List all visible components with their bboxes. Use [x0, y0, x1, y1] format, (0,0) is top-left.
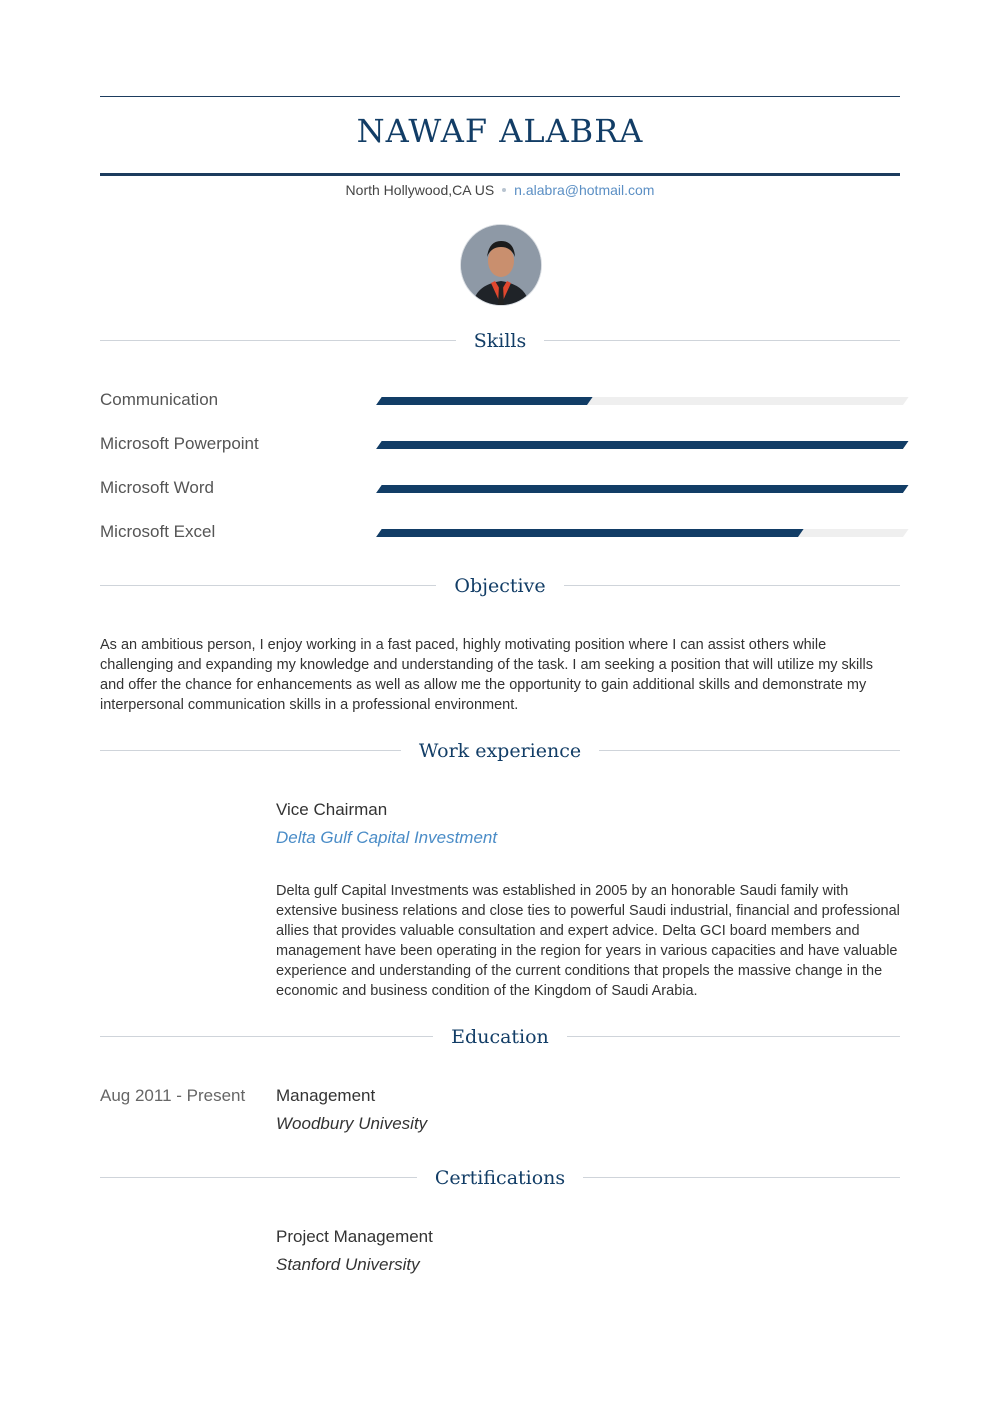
skill-level-bar	[376, 529, 909, 537]
avatar	[460, 224, 542, 306]
section-title: Skills	[456, 326, 545, 356]
section-title: Education	[433, 1022, 567, 1052]
section-rule-left	[100, 750, 403, 751]
skill-label: Communication	[100, 390, 219, 409]
job-description: Delta gulf Capital Investments was established in 2005 by an honorable Saudi family with extensive business relations and close ties to powerful Saudi industrial, financial and professional allies that provides valuable consultation and expert advice. Delta GCI board members and management have been operating in the region for years in various capacities and have valuable experience and understanding of the current conditions that propels the massive change in the economic and business condition of the Kingdom of Saudi Arabia.	[276, 883, 900, 999]
objective-text: As an ambitious person, I enjoy working in a fast paced, highly motivating position where I can assist others while challenging and expanding my knowledge and understanding of the task. I am seeking a position that will utilize my skills and offer the chance for enhancements as well as allow me the opportunity to gain additional skills and demonstrate my interpersonal communication skills in a professional environment.	[100, 637, 873, 713]
section-rule-right	[597, 750, 900, 751]
skill-level-fill	[376, 397, 592, 405]
profile-photo-icon	[461, 225, 541, 305]
section-title: Certifications	[417, 1163, 583, 1193]
skill-level-bar	[376, 397, 909, 405]
education-degree: Management	[276, 1086, 376, 1105]
separator-dot-icon	[502, 188, 506, 192]
certification-institution: Stanford University	[276, 1255, 420, 1274]
education-institution: Woodbury Univesity	[276, 1114, 428, 1133]
section-rule-right	[566, 1036, 900, 1037]
section-rule-left	[100, 340, 456, 341]
section-title: Work experience	[401, 736, 599, 766]
section-rule-right	[560, 585, 900, 586]
skill-level-fill	[376, 485, 909, 493]
section-header-objective	[100, 571, 900, 601]
section-header-certifications	[100, 1163, 900, 1193]
header-top-rule	[100, 96, 900, 97]
job-title: Vice Chairman	[276, 800, 388, 819]
section-rule-right	[582, 1177, 900, 1178]
section-rule-left	[100, 1036, 435, 1037]
location-text: North Hollywood,CA US	[345, 182, 495, 198]
certification-name: Project Management	[276, 1227, 433, 1246]
skill-label: Microsoft Powerpoint	[100, 434, 259, 453]
company-name[interactable]: Delta Gulf Capital Investment	[276, 828, 498, 847]
skill-level-fill	[376, 441, 909, 449]
section-header-education	[100, 1022, 900, 1052]
skill-level-bar	[376, 485, 909, 493]
skill-label: Microsoft Word	[100, 478, 214, 497]
header-bottom-rule	[100, 173, 900, 176]
contact-line	[100, 182, 900, 198]
skill-level-fill	[376, 529, 803, 537]
section-header-work	[100, 736, 900, 766]
education-date: Aug 2011 - Present	[100, 1086, 246, 1105]
skill-level-bar	[376, 441, 909, 449]
candidate-name: NAWAF ALABRA	[356, 112, 644, 150]
skill-label: Microsoft Excel	[100, 522, 216, 541]
section-rule-left	[100, 1177, 418, 1178]
section-rule-right	[544, 340, 900, 341]
section-header-skills	[100, 326, 900, 356]
email-link[interactable]: n.alabra@hotmail.com	[514, 182, 655, 198]
section-title: Objective	[436, 571, 563, 601]
section-rule-left	[100, 585, 440, 586]
